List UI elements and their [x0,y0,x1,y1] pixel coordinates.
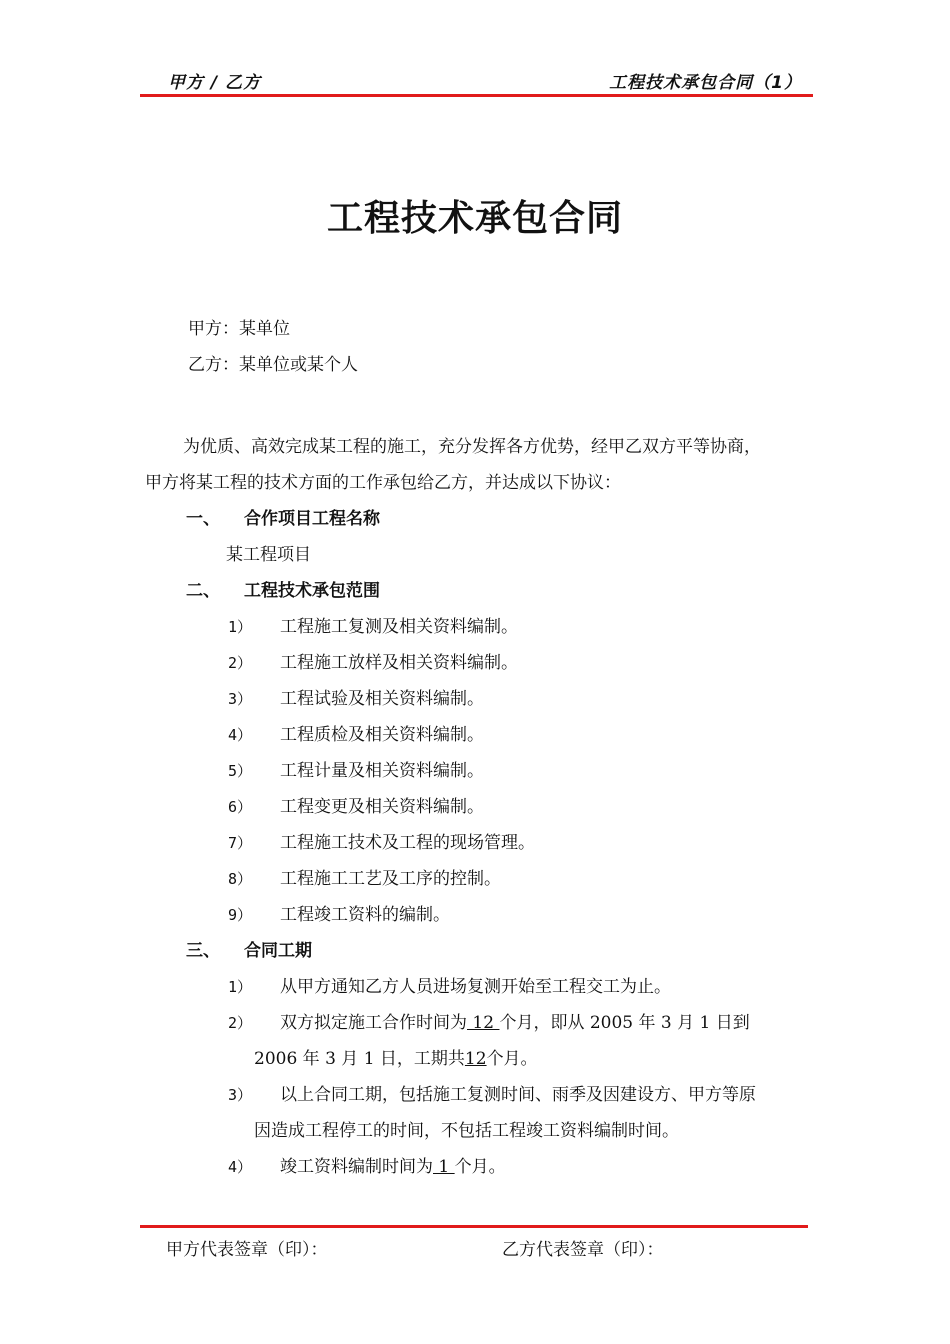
scope-item-text: 工程施工技术及工程的现场管理。 [280,833,535,853]
scope-item [228,648,518,673]
term-item-4 [228,1152,506,1177]
scope-item-text: 工程施工放样及相关资料编制。 [280,653,518,673]
intro-line-1: 为优质、高效完成某工程的施工，充分发挥各方优势，经甲乙双方平等协商， [183,437,761,457]
section-2-title: 工程技术承包范围 [244,581,380,601]
scope-item [228,828,535,853]
party-a: 甲方：某单位 [188,319,290,339]
scope-item-number: 1） [228,618,253,636]
term-item-3-continuation: 因造成工程停工的时间，不包括工程竣工资料编制时间。 [254,1121,679,1141]
term-item-number: 3） [228,1086,253,1104]
page-title: 工程技术承包合同 [326,198,623,239]
term-item-number: 4） [228,1158,253,1176]
scope-item-number: 7） [228,834,253,852]
scope-item-number: 4） [228,726,253,744]
scope-item [228,684,484,709]
term-item-text-cont: 个月，即从 2005 年 3 月 1 日到 [499,1013,750,1033]
term-item-text: 个月。 [486,1049,538,1069]
term-item-text: 以上合同工期，包括施工复测时间、雨季及因建设方、甲方等原 [280,1085,756,1105]
term-item-3 [228,1080,756,1105]
scope-item [228,900,450,925]
term-item-text: 2006 年 3 月 1 日，工期共 [254,1049,465,1069]
party-a-signature: 甲方代表签章（印）： [166,1240,328,1260]
term-item-number: 1） [228,978,253,996]
section-1-heading [186,504,380,529]
term-item-2 [228,1008,750,1033]
scope-item [228,720,484,745]
section-1-title: 合作项目工程名称 [244,509,380,529]
header-rule [140,94,813,97]
section-2-heading [186,576,380,601]
party-b: 乙方：某单位或某个人 [188,355,358,375]
document-months-value: 1 [433,1157,455,1177]
scope-item-number: 5） [228,762,253,780]
scope-item-text: 工程计量及相关资料编制。 [280,761,484,781]
term-item-text: 从甲方通知乙方人员进场复测开始至工程交工为止。 [280,977,671,997]
term-item-text: 竣工资料编制时间为 [280,1157,433,1177]
scope-item-text: 工程变更及相关资料编制。 [280,797,484,817]
party-b-signature: 乙方代表签章（印）： [502,1240,664,1260]
scope-item-text: 工程施工复测及相关资料编制。 [280,617,518,637]
section-1-content: 某工程项目 [226,545,311,565]
term-item-number: 2） [228,1014,253,1032]
scope-item-number: 9） [228,906,253,924]
scope-item [228,756,484,781]
section-2-number: 二、 [186,581,220,601]
section-3-title: 合同工期 [244,941,312,961]
scope-item-number: 2） [228,654,253,672]
scope-item-text: 工程竣工资料的编制。 [280,905,450,925]
scope-item-number: 3） [228,690,253,708]
header-parties: 甲方 / 乙方 [168,73,262,93]
scope-item-text: 工程质检及相关资料编制。 [280,725,484,745]
scope-item [228,612,518,637]
scope-item-number: 8） [228,870,253,888]
scope-item [228,792,484,817]
term-item-2-continuation [254,1044,538,1069]
scope-item [228,864,501,889]
term-item-text: 个月。 [454,1157,506,1177]
scope-item-text: 工程试验及相关资料编制。 [280,689,484,709]
section-3-heading [186,936,312,961]
scope-item-number: 6） [228,798,253,816]
intro-line-2: 甲方将某工程的技术方面的工作承包给乙方，并达成以下协议： [145,473,621,493]
section-3-number: 三、 [186,941,220,961]
term-item-text: 双方拟定施工合作时间为 [280,1013,467,1033]
term-item-1 [228,972,671,997]
header-doc-ref: 工程技术承包合同（1） [609,73,802,93]
footer-rule [140,1225,808,1228]
total-months-value: 12 [464,1049,487,1069]
section-1-number: 一、 [186,509,220,529]
cooperation-months-value: 12 [467,1013,500,1033]
scope-item-text: 工程施工工艺及工序的控制。 [280,869,501,889]
